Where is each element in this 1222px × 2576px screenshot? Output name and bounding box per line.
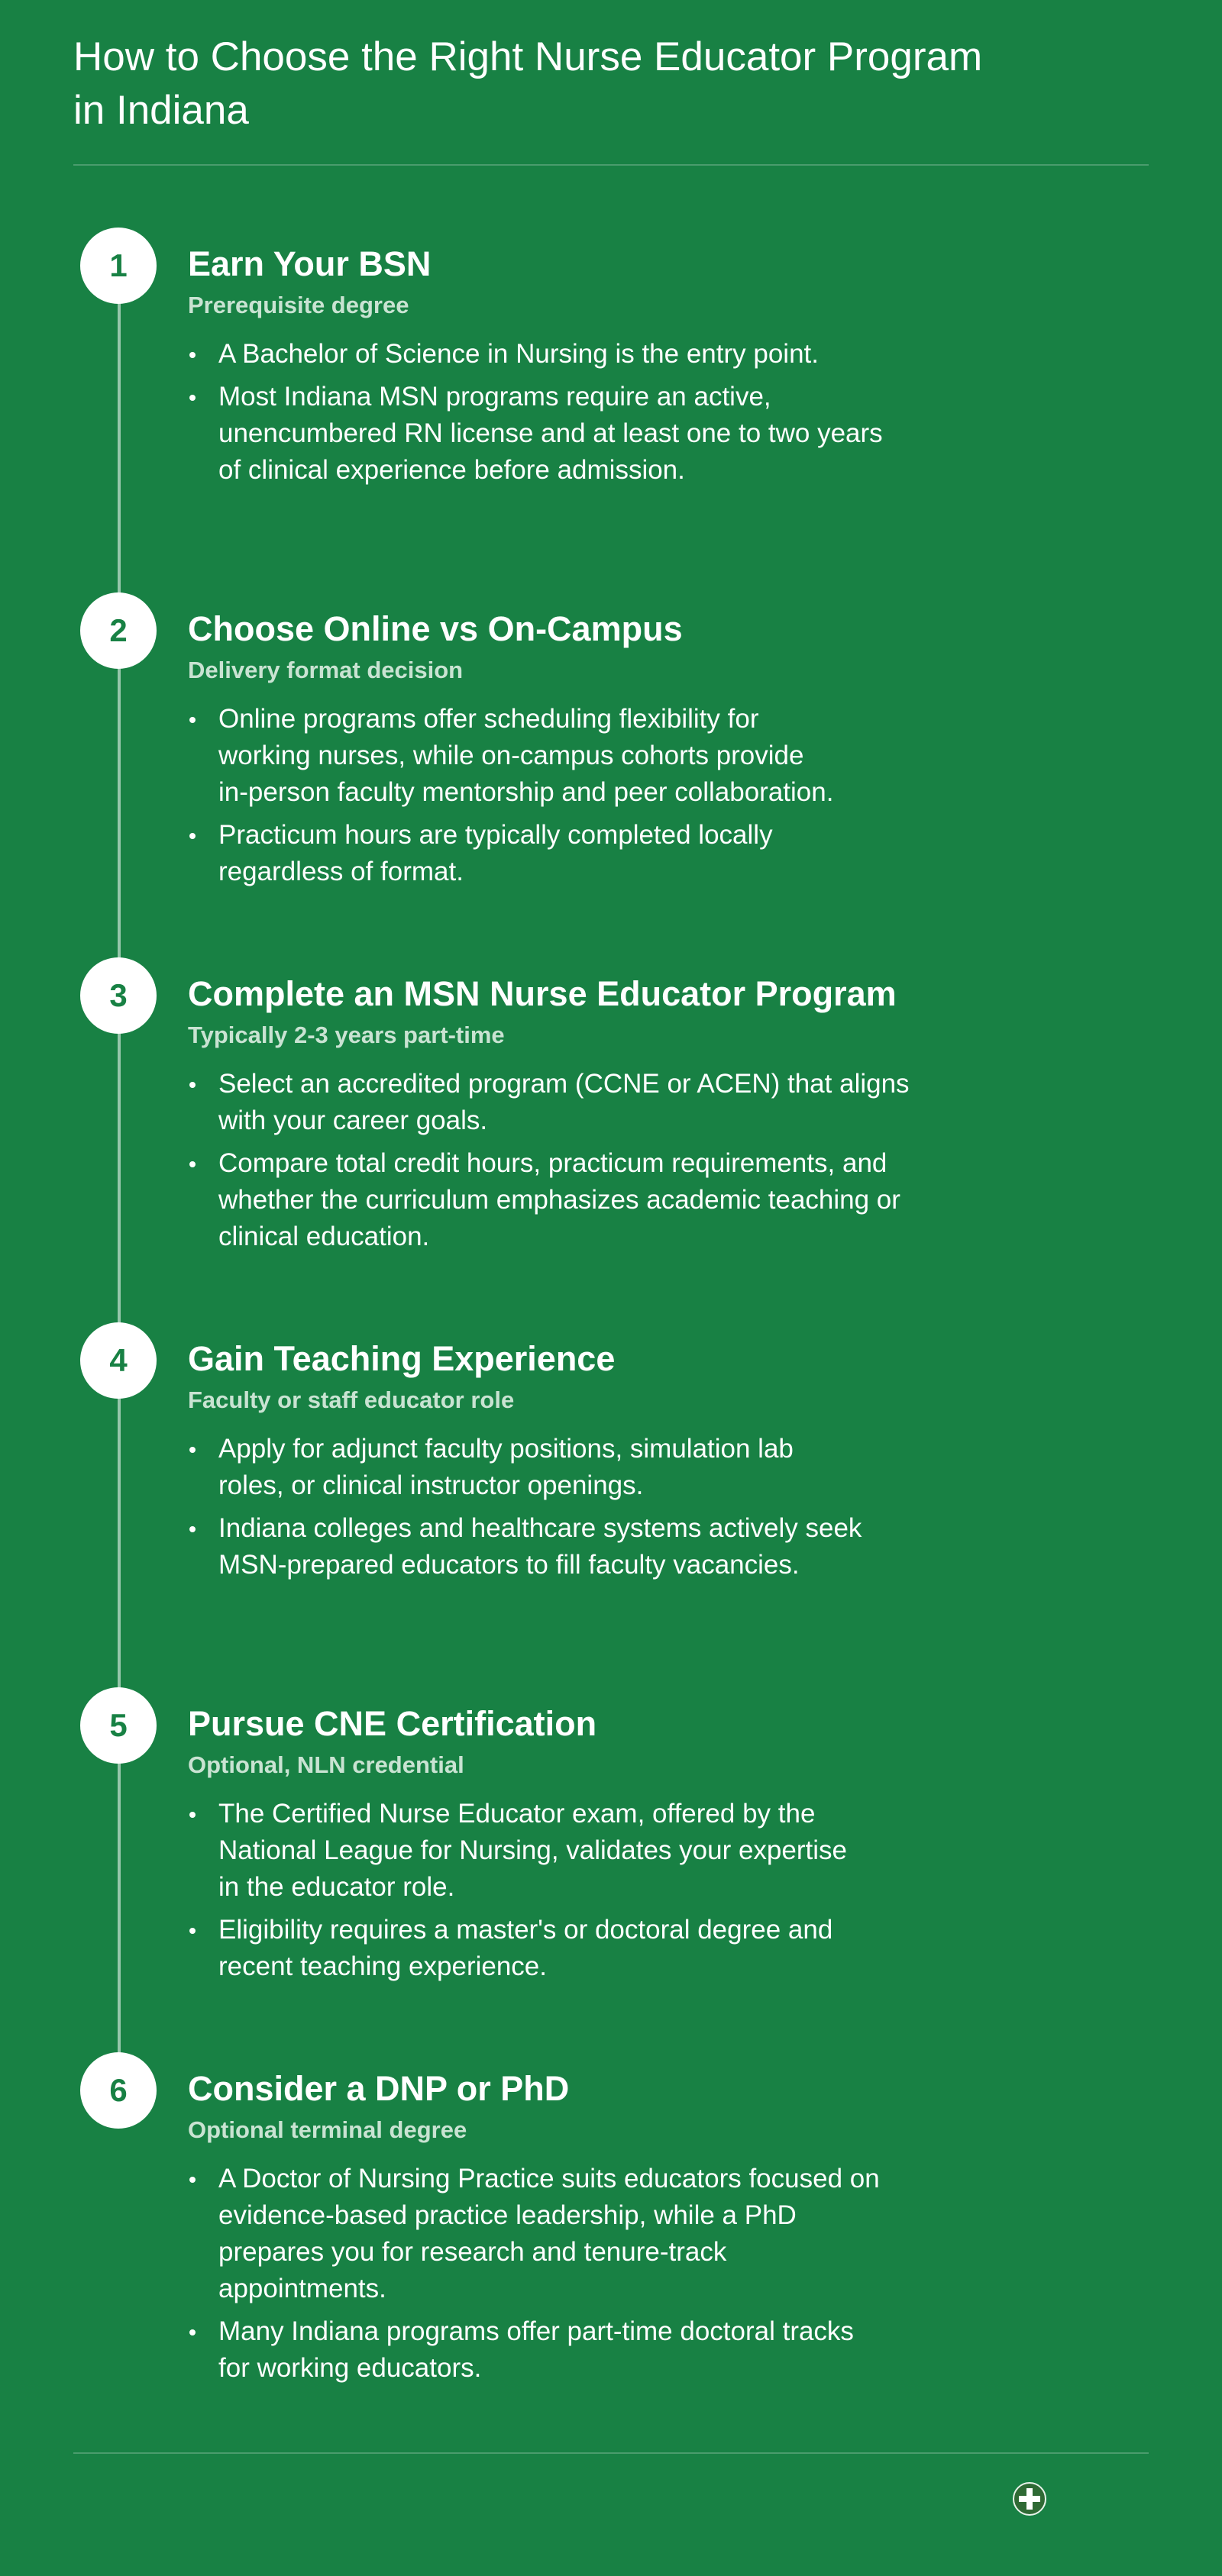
bullet-text-line: Apply for adjunct faculty positions, simulation lab [218,1434,794,1464]
bullet-text-line: prepares you for research and tenure-track [218,2237,727,2267]
step-number-badge: 2 [80,592,157,669]
step-number-badge: 6 [80,2052,157,2129]
top-divider [73,164,1149,166]
bullet-text-line: with your career goals. [218,1106,488,1135]
bullet-text-line: recent teaching experience. [218,1951,547,1981]
page-title-line-2: in Indiana [73,88,249,133]
bullet-point [188,701,833,811]
bullet-text-line: evidence-based practice leadership, while a PhD [218,2200,797,2230]
page-title [73,31,1081,137]
bullet-text-line: Select an accredited program (CCNE or ACEN) that aligns [218,1069,910,1099]
step-bullet-list [188,1066,910,1261]
bullet-text-line: roles, or clinical instructor openings. [218,1470,644,1500]
step-bullet-list [188,336,883,495]
bullet-point [188,336,883,373]
page-title-line-1: How to Choose the Right Nurse Educator Program [73,34,983,79]
step-title: Complete an MSN Nurse Educator Program [188,974,897,1013]
bullet-text-line: Compare total credit hours, practicum requirements, and [218,1148,887,1178]
step-title: Earn Your BSN [188,244,432,283]
bullet-text-line: National League for Nursing, validates your expertise [218,1835,847,1865]
step-number-badge: 1 [80,228,157,304]
step-number-badge: 4 [80,1322,157,1399]
bullet-text-line: The Certified Nurse Educator exam, offered by the [218,1799,816,1829]
bullet-text-line: Eligibility requires a master's or doctoral degree and [218,1915,833,1945]
step-subtitle: Prerequisite degree [188,292,409,318]
bottom-divider [73,2452,1149,2454]
bullet-text-line: Indiana colleges and healthcare systems actively seek [218,1513,862,1543]
bullet-text-line: in the educator role. [218,1872,455,1902]
step-bullet-list [188,1796,847,1991]
bullet-text-line: Most Indiana MSN programs require an active, [218,382,771,412]
step-title: Consider a DNP or PhD [188,2069,570,2108]
bullet-text-line: unencumbered RN license and at least one to two years [218,418,883,448]
bullet-text-line: whether the curriculum emphasizes academic teaching or [218,1185,900,1215]
bullet-text-line: clinical education. [218,1222,430,1251]
bullet-point [188,1912,847,1985]
step-subtitle: Faculty or staff educator role [188,1386,515,1413]
medical-cross-icon [1013,2482,1046,2516]
bullet-point [188,379,883,489]
step-bullet-list [188,701,833,896]
bullet-text-line: working nurses, while on-campus cohorts provide [218,741,804,770]
bullet-point [188,1510,862,1583]
bullet-point [188,1431,862,1504]
step-bullet-list [188,2161,880,2393]
bullet-point [188,817,833,890]
step-subtitle: Delivery format decision [188,657,464,683]
bullet-text-line: A Doctor of Nursing Practice suits educators focused on [218,2164,880,2193]
step-number-badge: 5 [80,1687,157,1764]
bullet-point [188,2161,880,2307]
step-subtitle: Optional terminal degree [188,2116,467,2143]
bullet-text-line: in-person faculty mentorship and peer collaboration. [218,777,834,807]
bullet-point [188,1066,910,1139]
bullet-point [188,1145,910,1255]
step-subtitle: Typically 2-3 years part-time [188,1022,505,1048]
step-title: Gain Teaching Experience [188,1339,616,1378]
bullet-text-line: A Bachelor of Science in Nursing is the entry point. [218,339,819,369]
step-subtitle: Optional, NLN credential [188,1751,464,1778]
bullet-text-line: Many Indiana programs offer part-time doctoral tracks [218,2316,854,2346]
bullet-text-line: appointments. [218,2274,386,2303]
step-title: Pursue CNE Certification [188,1704,597,1743]
bullet-text-line: for working educators. [218,2353,482,2383]
bullet-text-line: regardless of format. [218,857,464,886]
bullet-point [188,1796,847,1906]
bullet-text-line: of clinical experience before admission. [218,455,685,485]
timeline-line [118,266,121,2121]
bullet-point [188,2313,880,2387]
bullet-text-line: MSN-prepared educators to fill faculty vacancies. [218,1550,800,1580]
step-title: Choose Online vs On-Campus [188,609,683,648]
step-number-badge: 3 [80,957,157,1034]
bullet-text-line: Practicum hours are typically completed locally [218,820,773,850]
bullet-text-line: Online programs offer scheduling flexibility for [218,704,759,734]
step-bullet-list [188,1431,862,1590]
